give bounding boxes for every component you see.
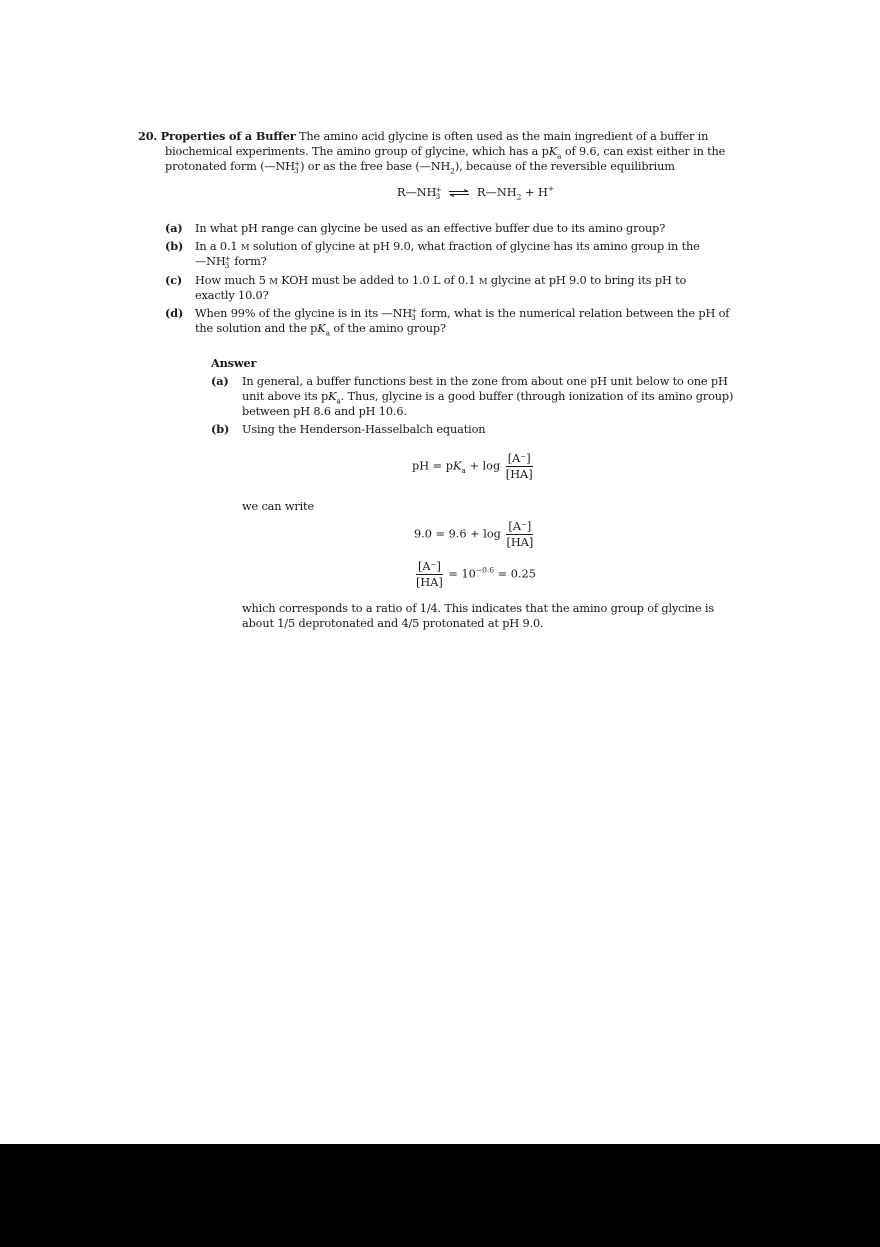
fraction: $\frac{[A^-]}{[HA]}$ bbox=[416, 560, 443, 589]
fraction: $\frac{[A^-]}{[HA]}$ bbox=[505, 452, 533, 481]
question-a: (a) In what pH range can glycine be used as an effective buffer due to its amino group? bbox=[165, 221, 666, 235]
question-b-cont: —NH + 3 form? bbox=[195, 254, 267, 270]
answer-heading: Answer bbox=[211, 356, 257, 370]
answer-b: (b) Using the Henderson-Hasselbalch equation bbox=[211, 422, 486, 436]
answer-a-line-2: unit above its $pK_a$. Thus, glycine is a good buffer (through ionization of its amino group) bbox=[242, 390, 734, 406]
question-d: (d) When 99% of the glycine is in its —NH + 3 form, what is the numerical relation between the pH of bbox=[165, 306, 730, 322]
answer-a: (a) In general, a buffer functions best in the zone from about one pH unit below to one pH bbox=[211, 374, 728, 388]
problem-line-1: 20. Properties of a Buffer The amino acid glycine is often used as the main ingredient of a buffer in bbox=[138, 129, 709, 143]
equation-3: $\frac{[A^-]}{[HA]}$ = $10^{-0.6} = 0.25$ bbox=[416, 560, 536, 589]
equation-2: 9.0 = 9.6 + log $\frac{[A^-]}{[HA]}$ bbox=[414, 520, 534, 549]
bottom-black-bar bbox=[0, 1144, 880, 1247]
equilibrium-arrow-icon bbox=[448, 189, 470, 197]
answer-a-line-3: between pH 8.6 and pH 10.6. bbox=[242, 405, 407, 418]
question-d-cont: the solution and the $pK_a$ of the amino group? bbox=[195, 322, 446, 338]
we-can-write: we can write bbox=[242, 500, 314, 513]
problem-line-3: protonated form (—NH + 3 ) or as the free base $(—NH_2)$, because of the reversible equilibrium bbox=[165, 159, 675, 176]
fraction: $\frac{[A^-]}{[HA]}$ bbox=[506, 520, 534, 549]
problem-line-2: biochemical experiments. The amino group of glycine, which has a $pK_a$ of 9.6, can exist either in the bbox=[165, 145, 726, 161]
question-c: (c) How much 5 M KOH must be added to 1.0 L of 0.1 M glycine at pH 9.0 to bring its pH to bbox=[165, 273, 687, 287]
question-b: (b) In a 0.1 M solution of glycine at pH 9.0, what fraction of glycine has its amino group in the bbox=[165, 239, 700, 253]
conclusion-line-1: which corresponds to a ratio of 1/4. This indicates that the amino group of glycine is bbox=[242, 602, 715, 615]
henderson-hasselbalch-equation: pH = $pK_a + \log$ $\frac{[A^-]}{[HA]}$ bbox=[412, 452, 533, 481]
problem-title: Properties of a Buffer bbox=[160, 129, 296, 143]
problem-number: 20. bbox=[138, 129, 158, 143]
equilibrium-equation: R—NH + 3 $R—NH_2 + H^+$ bbox=[397, 184, 555, 202]
question-c-cont: exactly 10.0? bbox=[195, 289, 269, 302]
conclusion-line-2: about 1/5 deprotonated and 4/5 protonated at pH 9.0. bbox=[242, 617, 544, 630]
